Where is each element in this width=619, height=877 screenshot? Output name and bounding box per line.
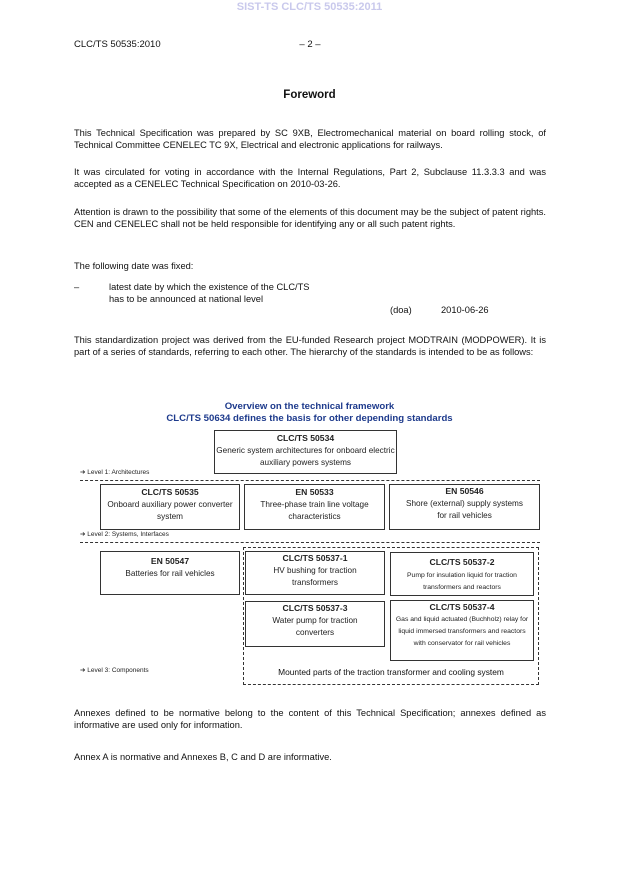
paragraph: This Technical Specification was prepared by SC 9XB, Electromechanical material on board rolling stock, of Technical Committee CENELEC TC 9X, Electrical and electronic applications for railways. xyxy=(74,128,546,150)
group-label: Mounted parts of the traction transformer and cooling system xyxy=(278,667,504,677)
box-id: CLC/TS 50537-2 xyxy=(429,557,495,567)
level-divider xyxy=(80,542,540,543)
level-2-label: ➔ Level 2: Systems, Interfaces xyxy=(80,531,169,538)
diagram-title: Overview on the technical framework xyxy=(224,401,395,412)
box-id: CLC/TS 50535 xyxy=(141,487,199,497)
box-id: CLC/TS 50534 xyxy=(276,433,335,443)
watermark: SIST-TS CLC/TS 50535:2011 xyxy=(236,1,383,13)
date-code: (doa) xyxy=(390,305,412,315)
level-divider xyxy=(80,480,540,481)
box-en-50547 xyxy=(100,551,240,595)
box-text: Three-phase train line voltage characteristics xyxy=(260,499,369,521)
paragraph: Annex A is normative and Annexes B, C and D are informative. xyxy=(74,752,332,762)
paragraph: This standardization project was derived from the EU-funded Research project MODTRAIN (MODPOWER). It is part of a series of standards, referring to each other. The hierarchy of the standards is intended to be as follows: xyxy=(74,335,546,357)
box-en-50546 xyxy=(389,484,540,530)
box-text: Shore (external) supply systems for rail vehicles xyxy=(406,498,523,520)
box-text: Generic system architectures for onboard electric auxiliary powers systems xyxy=(216,445,395,467)
box-clc-ts-50537-4 xyxy=(390,600,534,661)
paragraph: It was circulated for voting in accordance with the Internal Regulations, Part 2, Subclause 11.3.3.3 and was accepted as a CENELEC Technical Specification on 2010-03-26. xyxy=(74,167,546,189)
box-id: CLC/TS 50537-1 xyxy=(282,553,348,563)
box-text: Gas and liquid actuated (Buchholz) relay for liquid immersed transformers and reactors with conservator for rail vehicles xyxy=(395,615,529,648)
box-text: Water pump for traction converters xyxy=(272,615,358,637)
box-text: HV bushing for traction transformers xyxy=(273,565,357,587)
paragraph: The following date was fixed: xyxy=(74,261,194,271)
page-number: – 2 – xyxy=(299,39,321,50)
box-clc-ts-50537-2 xyxy=(390,552,534,596)
date-item-line1: latest date by which the existence of the CLC/TS xyxy=(109,282,310,292)
paragraph: Annexes defined to be normative belong to the content of this Technical Specification; annexes defined as informative are used only for information. xyxy=(74,708,546,730)
box-clc-ts-50534 xyxy=(214,430,397,474)
box-id: EN 50533 xyxy=(295,487,334,497)
level-1-label: ➔ Level 1: Architectures xyxy=(80,469,150,476)
box-text: Batteries for rail vehicles xyxy=(125,568,215,578)
box-clc-ts-50537-1 xyxy=(245,551,385,595)
box-id: CLC/TS 50537-4 xyxy=(429,602,495,612)
box-en-50533 xyxy=(244,484,385,530)
box-id: EN 50547 xyxy=(150,556,190,566)
box-id: CLC/TS 50537-3 xyxy=(282,603,348,613)
box-text: Pump for insulation liquid for traction transformers and reactors xyxy=(407,571,517,591)
paragraph: Attention is drawn to the possibility that some of the elements of this document may be the subject of patent rights. CEN and CENELEC shall not be held responsible for identifying any or all such patent rights. xyxy=(74,207,546,229)
date-item-line2: has to be announced at national level xyxy=(109,294,264,304)
box-id: EN 50546 xyxy=(445,486,484,496)
box-text: Onboard auxiliary power converter system xyxy=(107,499,233,521)
box-clc-ts-50537-3 xyxy=(245,601,385,647)
page-title: Foreword xyxy=(283,89,336,101)
diagram-subtitle: CLC/TS 50634 defines the basis for other depending standards xyxy=(166,413,453,424)
level-3-label: ➔ Level 3: Components xyxy=(80,667,149,674)
box-clc-ts-50535 xyxy=(100,484,240,530)
list-dash: – xyxy=(74,282,80,292)
date-value: 2010-06-26 xyxy=(441,305,489,315)
header-doc-id: CLC/TS 50535:2010 xyxy=(74,39,161,50)
